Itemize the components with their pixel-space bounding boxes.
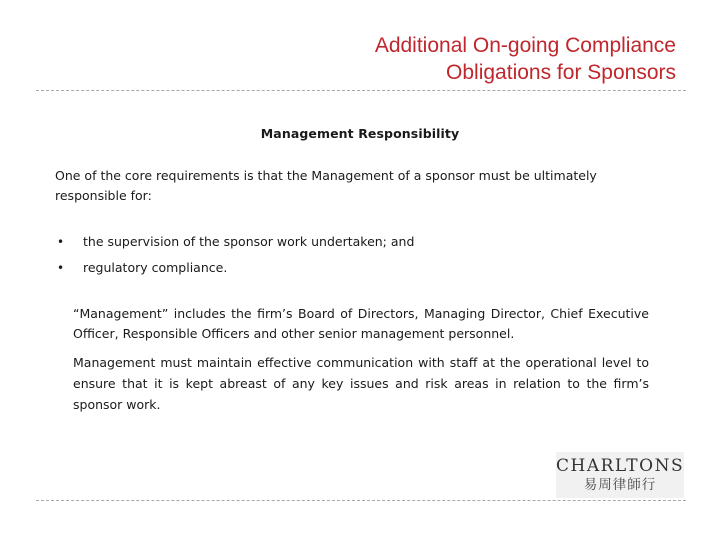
logo-chinese-name: 易周律師行 [583, 477, 657, 493]
section-heading: Management Responsibility [260, 126, 460, 141]
bullet-list [57, 232, 414, 284]
intro-text: One of the core requirements is that the Management of a sponsor must be ultimately responsible for: [55, 168, 597, 203]
slide-title-line-2: Obligations for Sponsors [446, 61, 676, 84]
bullet-icon: • [57, 235, 65, 249]
bullet-text: the supervision of the sponsor work undertaken; and [83, 234, 415, 249]
bullet-item [57, 232, 414, 258]
bullet-item [57, 258, 414, 284]
bullet-text: regulatory compliance. [83, 260, 228, 275]
slide-title-line-1: Additional On-going Compliance [374, 34, 676, 57]
bottom-divider [36, 500, 686, 501]
communication-paragraph: Management must maintain effective communication with staff at the operational level to ensure that it is kept abreast of any key issues and risk areas in relation to the firm’s sponsor work. [73, 355, 649, 412]
slide-title [375, 32, 676, 86]
top-divider [36, 90, 686, 91]
management-definition-paragraph: “Management” includes the firm’s Board of Directors, Managing Director, Chief Executive Officer, Responsible Officers and other senior management personnel. [73, 306, 649, 341]
bullet-icon: • [57, 261, 65, 275]
charltons-logo [556, 452, 684, 498]
logo-name: CHARLTONS [556, 456, 685, 476]
